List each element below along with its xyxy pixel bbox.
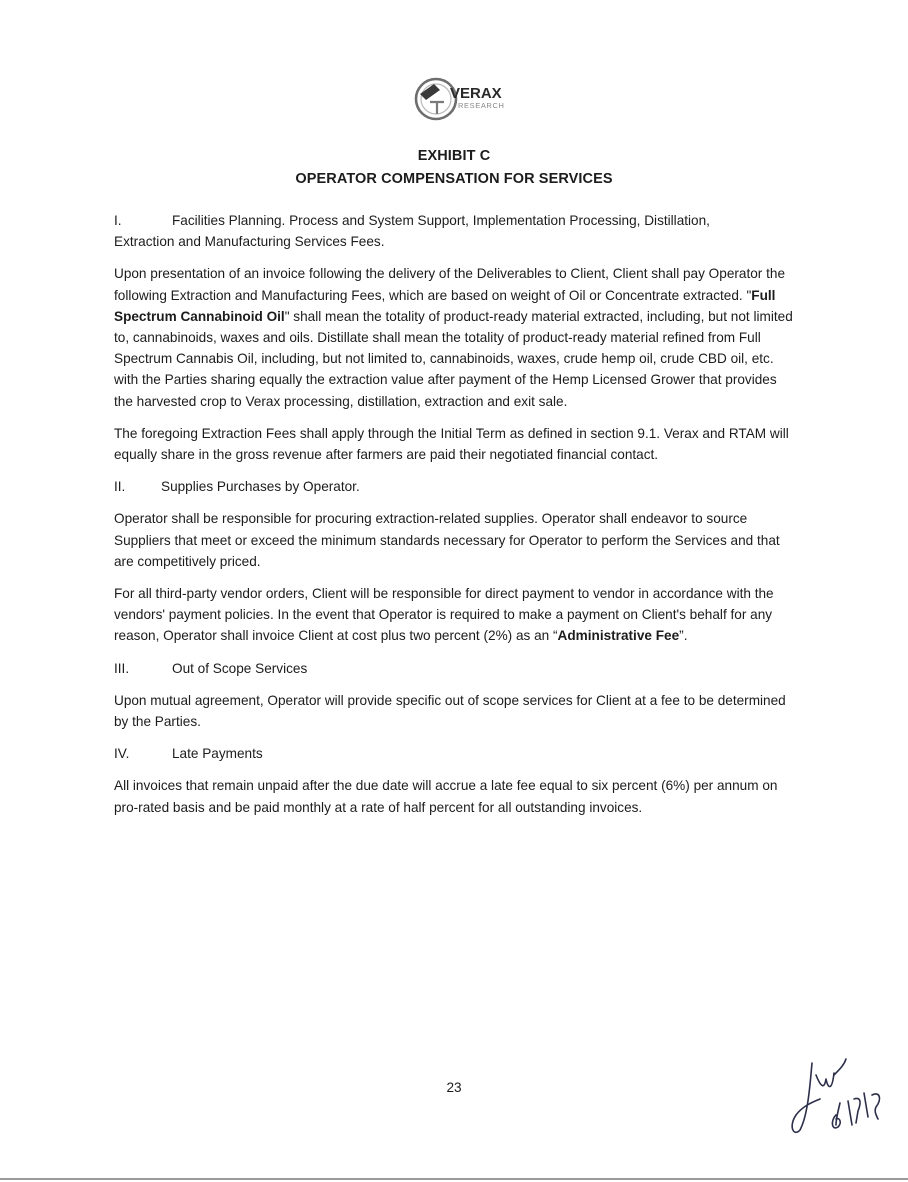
- section-1-title-line2: Extraction and Manufacturing Services Fees.: [114, 234, 385, 250]
- section-4-title: Late Payments: [172, 746, 263, 762]
- section-3-heading: [114, 658, 794, 679]
- section-2-title: Supplies Purchases by Operator.: [161, 479, 360, 495]
- section-1-number: I.: [114, 213, 122, 228]
- paragraph-out-of-scope: Upon mutual agreement, Operator will provide specific out of scope services for Client at a fee to be determined by the Parties.: [114, 692, 786, 730]
- paragraph-vendor-orders: [114, 583, 794, 647]
- logo-name: VERAX: [450, 85, 502, 102]
- para1-text-a: Upon presentation of an invoice following the delivery of the Deliverables to Client, Client shall pay Operator the following Extraction and Manufacturing Fees, which are based on weight of Oil or Concentrate extracted. ": [114, 266, 785, 303]
- exhibit-subtitle: OPERATOR COMPENSATION FOR SERVICES: [295, 171, 613, 187]
- section-2-number: II.: [114, 479, 126, 495]
- exhibit-title: EXHIBIT C: [417, 148, 491, 164]
- section-2-heading: [114, 476, 794, 497]
- paragraph-initial-term: The foregoing Extraction Fees shall apply through the Initial Term as defined in section 9.1. Verax and RTAM will equally share in the gross revenue after farmers are paid their negotiated financial contact.: [114, 425, 789, 463]
- section-1-heading: [114, 210, 794, 252]
- section-3-number: III.: [114, 660, 130, 676]
- paragraph-extraction-fees: [114, 263, 794, 411]
- para4-text: For all third-party vendor orders, Client will be responsible for direct payment to vendor in accordance with the vendors' payment policies. In the event that Operator is required to make a payment on Client's behalf for any reason, Operator shall invoice Client at cost plus two percent (2%) as an: [114, 586, 774, 644]
- para1-text-b: " shall mean the totality of product-ready material extracted, including, but not limited to, cannabinoids, waxes and oils. Distillate shall mean the totality of product-ready material refined from Full Spectrum Cannabis Oil, including, but not limited to, cannabinoids, waxes, crude hemp oil, crude CBD oil, etc. with the Parties sharing equally the extraction value after payment of the Hemp Licensed Grower that provides the harvested crop to Verax processing, distillation, extraction and exit sale.: [114, 308, 793, 409]
- bottom-scan-edge: [0, 1178, 908, 1180]
- term-full-spectrum-oil: Full Spectrum Cannabinoid Oil: [114, 287, 776, 324]
- para4-quote-open: “: [553, 628, 558, 644]
- para4-quote-close: ”.: [679, 628, 688, 644]
- paragraph-late-payments: All invoices that remain unpaid after the due date will accrue a late fee equal to six percent (6%) per annum on pro-rated basis and be paid monthly at a rate of half percent for all outstanding invoices.: [114, 778, 778, 815]
- section-4-number: IV.: [114, 746, 130, 762]
- verax-logo: [410, 70, 520, 126]
- paragraph-supplies: Operator shall be responsible for procuring extraction-related supplies. Operator shall endeavor to source Suppliers that meet or exceed the minimum standards necessary for Operator to perform the Services and that are competitively priced.: [114, 511, 780, 569]
- term-administrative-fee: Administrative Fee: [557, 628, 680, 644]
- handwritten-initials-signature: [790, 1045, 890, 1140]
- section-1-title-line1: Facilities Planning. Process and System Support, Implementation Processing, Distillation,: [172, 213, 710, 228]
- verax-logo-icon: [410, 70, 520, 126]
- document-body: [114, 210, 794, 829]
- section-4-heading: [114, 743, 794, 764]
- page-number: 23: [446, 1080, 462, 1095]
- logo-sub: RESEARCH: [458, 101, 505, 110]
- section-3-title: Out of Scope Services: [172, 660, 308, 676]
